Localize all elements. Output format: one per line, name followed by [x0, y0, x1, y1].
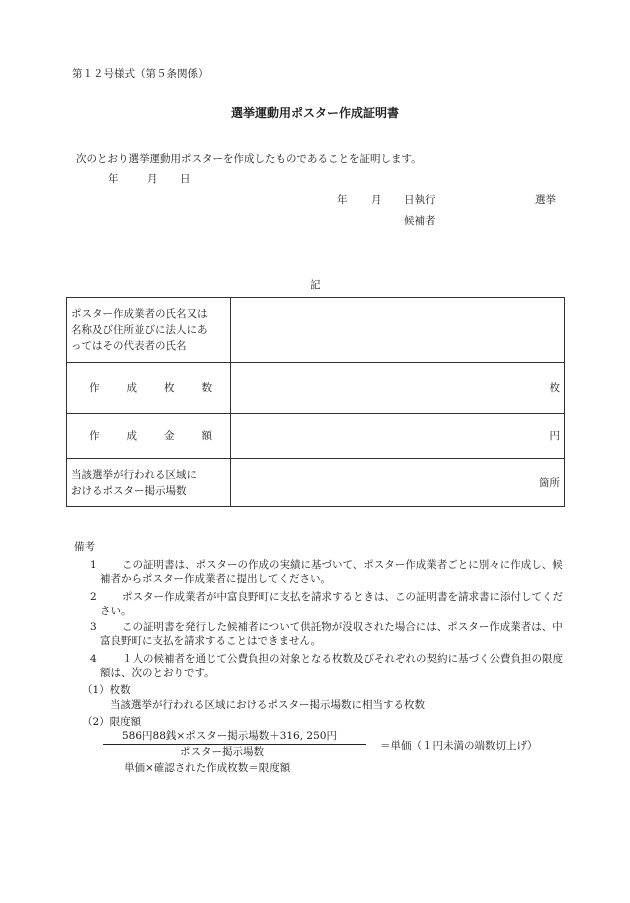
quantity-field[interactable] — [231, 363, 565, 414]
sub2-label: （2）限度額 — [82, 716, 142, 728]
label-line: ポスター作成業者の氏名又は — [71, 308, 208, 320]
note-text: この証明書は、ポスターの作成の実績に基づいて、ポスター作成業者ごとに別々に作成し、候補者からポスター作成業者に提出してください。 — [100, 559, 563, 585]
table-row — [67, 298, 565, 363]
label-line: 当該選挙が行われる区域に — [71, 468, 197, 481]
contractor-name-label — [67, 298, 231, 363]
sub1-label: （1）枚数 — [82, 684, 131, 696]
date-month-label: 月 — [147, 173, 158, 185]
note-item — [90, 620, 572, 648]
table-row — [67, 363, 565, 414]
amount-unit: 円 — [549, 430, 560, 442]
label-line: ってはその代表者の氏名 — [71, 340, 187, 352]
ki-heading: 記 — [310, 279, 321, 291]
election-label: 選挙 — [535, 194, 556, 206]
notes-title: 備考 — [74, 541, 95, 553]
election-year-label: 年 — [337, 194, 348, 206]
candidate-label: 候補者 — [404, 215, 436, 227]
election-month-label: 月 — [371, 194, 382, 206]
formula-final: 単価×確認された作成枚数＝限度額 — [124, 762, 291, 774]
amount-field[interactable] — [231, 414, 565, 459]
formula-numerator: 586円88銭×ポスター掲示場数＋316, 250円 — [122, 730, 337, 742]
note-number: 3 — [90, 621, 97, 633]
certificate-table — [66, 297, 565, 507]
quantity-unit: 枚 — [549, 382, 560, 394]
note-text: １人の候補者を通じて公費負担の対象となる枚数及びそれぞれの契約に基づく公費負担の限度額は、次のとおりです。 — [100, 653, 563, 679]
form-number: 第１２号様式（第５条関係） — [72, 68, 209, 80]
sub1-text: 当該選挙が行われる区域におけるポスター掲示場数に相当する枚数 — [110, 699, 425, 711]
contractor-name-field[interactable] — [231, 298, 565, 363]
note-number: 4 — [90, 653, 97, 665]
note-item — [90, 652, 572, 680]
note-number: 2 — [90, 591, 97, 603]
board-count-field[interactable] — [231, 459, 565, 507]
label-line: 名称及び住所並びに法人にあ — [71, 324, 208, 336]
note-text: ポスター作成業者が中富良野町に支払を請求するときは、この証明書を請求書に添付してください。 — [100, 591, 563, 617]
note-item — [90, 590, 572, 618]
date-year-label: 年 — [108, 173, 119, 185]
table-row — [67, 459, 565, 507]
amount-label — [67, 414, 231, 459]
intro-text: 次のとおり選挙運動用ポスターを作成したものであることを証明します。 — [76, 153, 422, 165]
formula-result: ＝単価（１円未満の端数切上げ） — [380, 740, 538, 752]
document-title: 選挙運動用ポスター作成証明書 — [230, 106, 399, 120]
amount-label-text: 作成金額 — [89, 430, 212, 442]
date-day-label: 日 — [180, 173, 191, 185]
quantity-label — [67, 363, 231, 414]
table-row — [67, 414, 565, 459]
board-count-unit: 箇所 — [539, 476, 560, 489]
election-day-exec-label: 日執行 — [404, 194, 436, 206]
note-item — [90, 558, 572, 586]
label-line: おけるポスター掲示場数 — [71, 484, 187, 497]
note-text: この証明書を発行した候補者について供託物が没収された場合には、ポスター作成業者は、中富良野町に支払を請求することはできません。 — [100, 621, 563, 647]
board-count-label — [67, 459, 231, 507]
note-number: 1 — [90, 559, 97, 571]
quantity-label-text: 作成枚数 — [89, 382, 212, 394]
formula-denominator: ポスター掲示場数 — [180, 746, 264, 758]
fraction-line — [103, 744, 366, 745]
